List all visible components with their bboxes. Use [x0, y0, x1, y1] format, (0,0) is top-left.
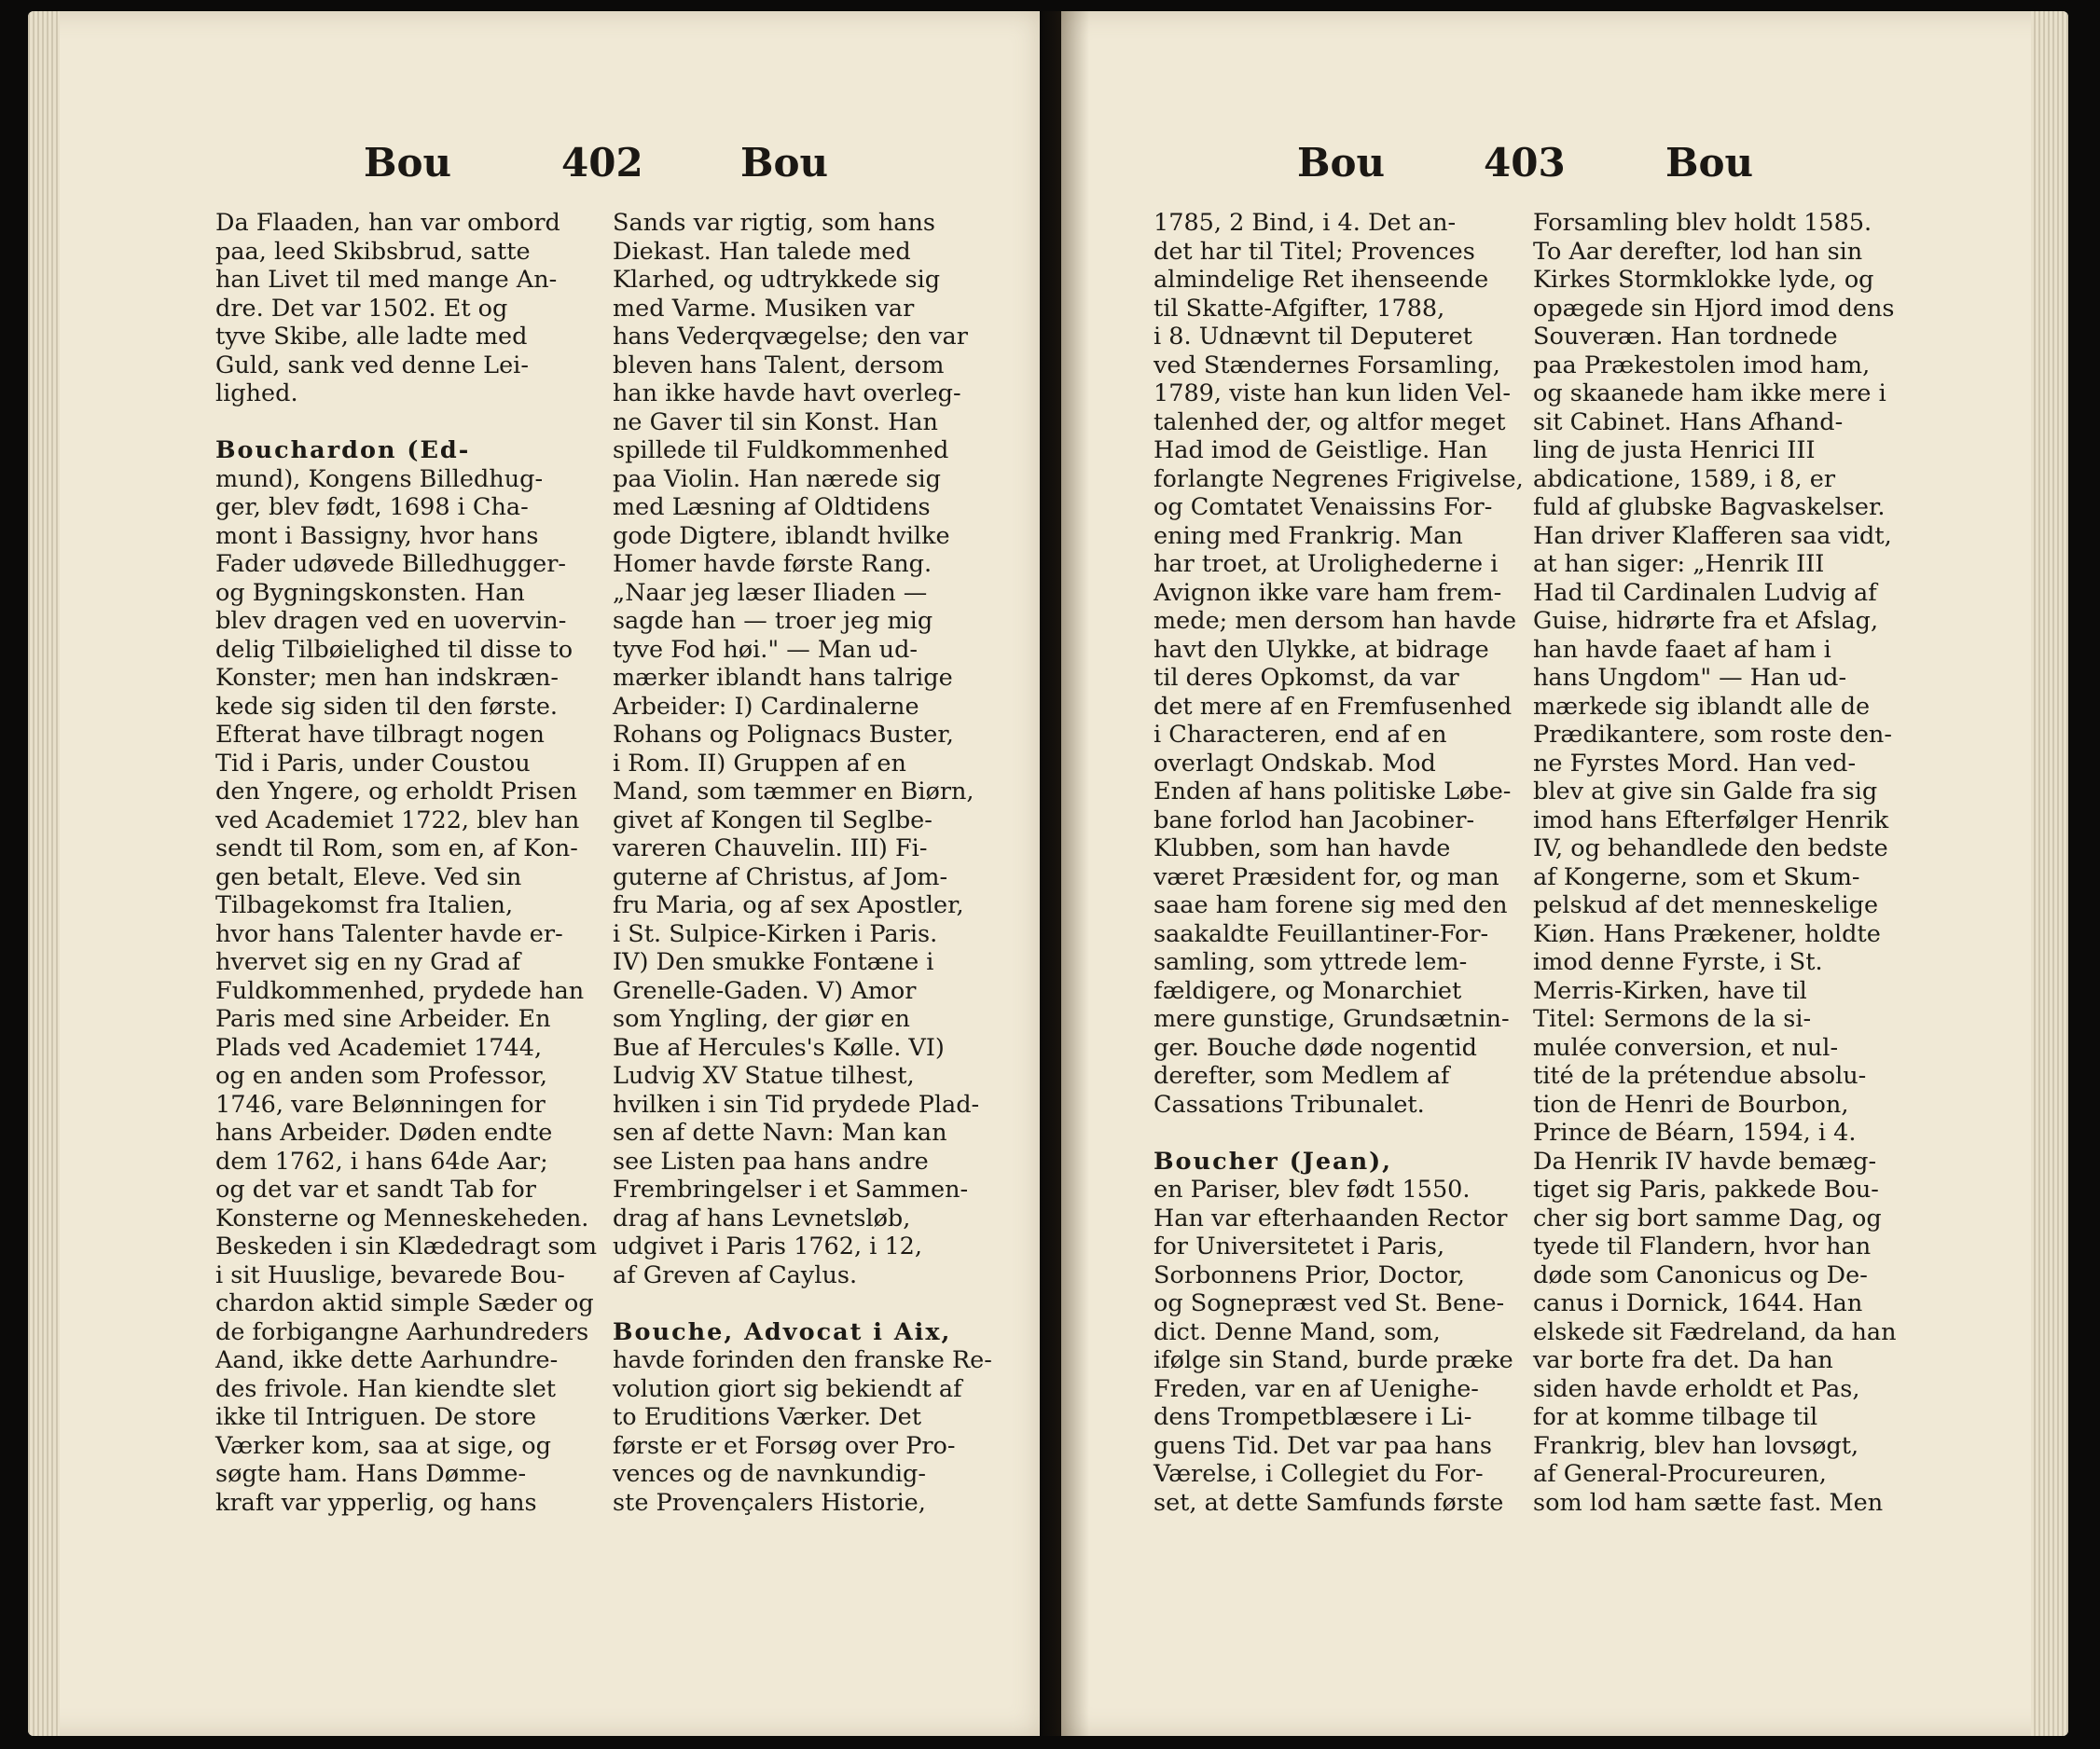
text-line: Fuldkommenhed, prydede han	[215, 976, 585, 1005]
left-page-number: 402	[561, 140, 643, 186]
text-line: hans Arbeider. Døden endte	[215, 1119, 553, 1147]
right-header-keyword-left: Bou	[1297, 140, 1386, 186]
text-line: han Livet til med mange An-	[215, 266, 558, 294]
text-line: imod denne Fyrste, i St.	[1533, 948, 1823, 976]
text-line: mærker iblandt hans talrige	[613, 664, 953, 692]
text-line: som lod ham sætte fast. Men	[1533, 1488, 1884, 1517]
text-line: Tid i Paris, under Coustou	[215, 749, 531, 778]
left-page-column-1	[215, 209, 598, 1517]
text-line: og en anden som Professor,	[215, 1062, 547, 1090]
text-line: mere gunstige, Grundsætnin-	[1154, 1005, 1510, 1033]
text-line: for at komme tilbage til	[1533, 1403, 1818, 1431]
text-line: Rohans og Polignacs Buster,	[613, 721, 954, 749]
text-line: mede; men dersom han havde	[1154, 607, 1517, 635]
text-line: de forbigangne Aarhundreders	[215, 1317, 589, 1346]
text-line: Diekast. Han talede med	[613, 237, 911, 266]
text-line: Han driver Klafferen saa vidt,	[1533, 521, 1892, 550]
text-line: ne Fyrstes Mord. Han ved-	[1533, 749, 1857, 778]
text-line: hans Vederqvægelse; den var	[613, 323, 968, 351]
text-line: døde som Canonicus og De-	[1533, 1260, 1868, 1289]
text-line: Freden, var en af Uenighe-	[1154, 1374, 1479, 1403]
text-line: IV) Den smukke Fontæne i	[613, 948, 934, 976]
text-line: ved Academiet 1722, blev han	[215, 806, 580, 834]
right-page-column-2	[1533, 209, 1923, 1517]
text-line: pelskud af det menneskelige	[1533, 891, 1879, 919]
text-line: var borte fra det. Da han	[1533, 1346, 1833, 1374]
text-line: Klubben, som han havde	[1154, 834, 1451, 862]
text-line: ening med Frankrig. Man	[1154, 521, 1463, 550]
text-line: Guise, hidrørte fra et Afslag,	[1533, 607, 1879, 635]
text-line: almindelige Ret ihenseende	[1154, 266, 1489, 294]
text-line: dict. Denne Mand, som,	[1154, 1317, 1441, 1346]
text-line: Bue af Hercules's Kølle. VI)	[613, 1033, 945, 1062]
text-line: saakaldte Feuillantiner-For-	[1154, 919, 1489, 948]
text-line: Prince de Béarn, 1594, i 4.	[1533, 1119, 1857, 1147]
text-line: bane forlod han Jacobiner-	[1154, 806, 1475, 834]
text-line: han ikke havde havt overleg-	[613, 379, 961, 407]
text-line: sit Cabinet. Hans Afhand-	[1533, 407, 1844, 436]
text-line: udgivet i Paris 1762, i 12,	[613, 1233, 923, 1260]
text-line: kraft var ypperlig, og hans	[215, 1488, 537, 1517]
text-line: som Yngling, der giør en	[613, 1005, 910, 1033]
text-line: ne Gaver til sin Konst. Han	[613, 407, 938, 436]
text-line: i Characteren, end af en	[1154, 721, 1447, 749]
text-line: Grenelle-Gaden. V) Amor	[613, 976, 917, 1005]
text-line: guens Tid. Det var paa hans	[1154, 1431, 1492, 1460]
text-line: tyve Fod høi." — Man ud-	[613, 635, 919, 664]
text-line: Paris med sine Arbeider. En	[215, 1005, 551, 1033]
text-line: med Varme. Musiken var	[613, 294, 915, 323]
text-line: Enden af hans politiske Løbe-	[1154, 778, 1512, 806]
text-line: To Aar derefter, lod han sin	[1533, 237, 1863, 266]
text-line: guterne af Christus, af Jom-	[613, 862, 948, 891]
text-line: Had til Cardinalen Ludvig af	[1533, 578, 1877, 607]
text-line: Efterat have tilbragt nogen	[215, 721, 545, 749]
left-header-keyword-left: Bou	[364, 140, 452, 186]
text-line: givet af Kongen til Seglbe-	[613, 806, 933, 834]
text-line: des frivole. Han kiendte slet	[215, 1374, 557, 1403]
text-line: opægede sin Hjord imod dens	[1533, 294, 1895, 323]
text-line: cher sig bort samme Dag, og	[1533, 1204, 1882, 1233]
text-line: Frankrig, blev han lovsøgt,	[1533, 1431, 1859, 1460]
text-line: og Bygningskonsten. Han	[215, 578, 525, 607]
text-line: sagde han — troer jeg mig	[613, 607, 933, 635]
text-line: og skaanede ham ikke mere i	[1533, 379, 1886, 407]
left-header-keyword-right: Bou	[740, 140, 829, 186]
text-line: imod hans Efterfølger Henrik	[1533, 806, 1889, 834]
text-line: Forsamling blev holdt 1585.	[1533, 209, 1872, 237]
text-line: overlagt Ondskab. Mod	[1154, 749, 1436, 778]
text-line: set, at dette Samfunds første	[1154, 1488, 1504, 1517]
text-line: Kirkes Stormklokke lyde, og	[1533, 266, 1874, 294]
text-line: Ludvig XV Statue tilhest,	[613, 1062, 915, 1090]
text-line: Værker kom, saa at sige, og	[215, 1431, 551, 1460]
text-line: og det var et sandt Tab for	[215, 1176, 536, 1204]
text-line: vareren Chauvelin. III) Fi-	[613, 834, 928, 862]
text-line: Fader udøvede Billedhugger-	[215, 550, 567, 578]
text-line: Værelse, i Collegiet du For-	[1154, 1460, 1484, 1488]
text-line: delig Tilbøielighed til disse to	[215, 635, 573, 664]
text-line: see Listen paa hans andre	[613, 1147, 929, 1176]
right-header-keyword-right: Bou	[1665, 140, 1754, 186]
text-line: i St. Sulpice-Kirken i Paris.	[613, 919, 938, 948]
text-line: Kiøn. Hans Prækener, holdte	[1533, 919, 1881, 948]
text-line: den Yngere, og erholdt Prisen	[215, 778, 577, 806]
text-line: vences og de navnkundig-	[613, 1460, 926, 1488]
text-line: Souveræn. Han tordnede	[1533, 323, 1838, 351]
text-line: kede sig siden til den første.	[215, 692, 559, 721]
text-line: paa Violin. Han nærede sig	[613, 464, 941, 493]
text-line: mærkede sig iblandt alle de	[1533, 692, 1871, 721]
text-line: Bouche, Advocat i Aix,	[613, 1317, 952, 1346]
text-line: mont i Bassigny, hvor hans	[215, 521, 539, 550]
text-line: lighed.	[215, 379, 298, 407]
text-line: Merris-Kirken, have til	[1533, 976, 1807, 1005]
text-line: hvor hans Talenter havde er-	[215, 919, 563, 948]
text-line: Had imod de Geistlige. Han	[1154, 436, 1488, 464]
text-line: har troet, at Urolighederne i	[1154, 550, 1499, 578]
text-line: forlangte Negrenes Frigivelse,	[1154, 464, 1524, 493]
text-line: fuld af glubske Bagvaskelser.	[1533, 493, 1886, 521]
text-line: chardon aktid simple Sæder og	[215, 1289, 594, 1317]
text-line: talenhed der, og altfor meget	[1154, 407, 1506, 436]
text-line: det har til Titel; Provences	[1154, 237, 1475, 266]
text-line: tité de la prétendue absolu-	[1533, 1062, 1867, 1090]
right-page-header	[1061, 140, 2068, 192]
text-line: Titel: Sermons de la si-	[1533, 1005, 1812, 1033]
text-line: Klarhed, og udtrykkede sig	[613, 266, 941, 294]
text-line: „Naar jeg læser Iliaden —	[613, 578, 928, 607]
text-line: 1785, 2 Bind, i 4. Det an-	[1154, 209, 1457, 237]
text-line: havt den Ulykke, at bidrage	[1154, 635, 1489, 664]
text-line: to Eruditions Værker. Det	[613, 1403, 921, 1431]
text-line: i sit Huuslige, bevarede Bou-	[215, 1260, 565, 1289]
text-line: 1789, viste han kun liden Vel-	[1154, 379, 1511, 407]
paragraph-gap	[613, 1289, 998, 1318]
text-line: Frembringelser i et Sammen-	[613, 1176, 969, 1204]
text-line: Arbeider: I) Cardinalerne	[613, 692, 919, 721]
text-line: Han var efterhaanden Rector	[1154, 1204, 1508, 1233]
text-line: drag af hans Levnetsløb,	[613, 1204, 911, 1233]
text-line: fru Maria, og af sex Apostler,	[613, 891, 964, 919]
text-line: derefter, som Medlem af	[1154, 1062, 1450, 1090]
text-line: ste Provençalers Historie,	[613, 1488, 926, 1517]
text-line: Bouchardon (Ed-	[215, 436, 471, 464]
text-line: gode Digtere, iblandt hvilke	[613, 521, 950, 550]
text-line: dre. Det var 1502. Et og	[215, 294, 508, 323]
text-line: bleven hans Talent, dersom	[613, 351, 945, 379]
left-page-column-2	[613, 209, 998, 1517]
right-page-number: 403	[1484, 140, 1566, 186]
text-line: saae ham forene sig med den	[1154, 891, 1508, 919]
text-line: Aand, ikke dette Aarhundre-	[215, 1346, 559, 1374]
right-page	[1061, 11, 2068, 1736]
text-line: han havde faaet af ham i	[1533, 635, 1831, 664]
text-line: af Kongerne, som et Skum-	[1533, 862, 1860, 891]
text-line: hans Ungdom" — Han ud-	[1533, 664, 1847, 692]
text-line: Guld, sank ved denne Lei-	[215, 351, 529, 379]
text-line: elskede sit Fædreland, da han	[1533, 1317, 1897, 1346]
text-line: tiget sig Paris, pakkede Bou-	[1533, 1176, 1879, 1204]
text-line: abdicatione, 1589, i 8, er	[1533, 464, 1836, 493]
text-line: samling, som yttrede lem-	[1154, 948, 1468, 976]
text-line: Boucher (Jean),	[1154, 1147, 1393, 1176]
text-line: af General-Procureuren,	[1533, 1460, 1827, 1488]
text-line: en Pariser, blev født 1550.	[1154, 1176, 1471, 1204]
text-line: Beskeden i sin Klædedragt som	[215, 1233, 598, 1260]
text-line: Mand, som tæmmer en Biørn,	[613, 778, 974, 806]
text-line: blev at give sin Galde fra sig	[1533, 778, 1878, 806]
text-line: canus i Dornick, 1644. Han	[1533, 1289, 1863, 1317]
text-line: Tilbagekomst fra Italien,	[215, 891, 514, 919]
text-line: gen betalt, Eleve. Ved sin	[215, 862, 522, 891]
text-line: ger. Bouche døde nogentid	[1154, 1033, 1477, 1062]
text-line: og Comtatet Venaissins For-	[1154, 493, 1493, 521]
text-line: Plads ved Academiet 1744,	[215, 1033, 543, 1062]
left-page-header	[28, 140, 1040, 192]
text-line: hvilken i sin Tid prydede Plad-	[613, 1090, 980, 1119]
text-line: blev dragen ved en uovervin-	[215, 607, 567, 635]
text-line: været Præsident for, og man	[1154, 862, 1499, 891]
text-line: Da Flaaden, han var ombord	[215, 209, 560, 237]
text-line: Avignon ikke vare ham frem-	[1154, 578, 1502, 607]
text-line: sendt til Rom, som en, af Kon-	[215, 834, 578, 862]
text-line: Konsterne og Menneskeheden.	[215, 1204, 589, 1233]
right-gutter-shadow	[1061, 11, 1089, 1736]
text-line: ger, blev født, 1698 i Cha-	[215, 493, 529, 521]
text-line: søgte ham. Hans Dømme-	[215, 1460, 527, 1488]
text-line: for Universitetet i Paris,	[1154, 1233, 1445, 1260]
text-line: tyede til Flandern, hvor han	[1533, 1233, 1872, 1260]
text-line: Konster; men han indskræn-	[215, 664, 560, 692]
text-line: og Sognepræst ved St. Bene-	[1154, 1289, 1505, 1317]
text-line: 1746, vare Belønningen for	[215, 1090, 546, 1119]
text-line: ifølge sin Stand, burde præke	[1154, 1346, 1513, 1374]
text-line: paa Prækestolen imod ham,	[1533, 351, 1871, 379]
left-page	[28, 11, 1040, 1736]
text-line: mund), Kongens Billedhug-	[215, 464, 544, 493]
text-line: Cassations Tribunalet.	[1154, 1090, 1425, 1119]
text-line: af Greven af Caylus.	[613, 1260, 858, 1289]
text-line: Sorbonnens Prior, Doctor,	[1154, 1260, 1465, 1289]
paragraph-gap	[1154, 1119, 1527, 1148]
text-line: dem 1762, i hans 64de Aar;	[215, 1147, 548, 1176]
text-line: IV, og behandlede den bedste	[1533, 834, 1888, 862]
text-line: med Læsning af Oldtidens	[613, 493, 931, 521]
text-line: første er et Forsøg over Pro-	[613, 1431, 956, 1460]
text-line: Da Henrik IV havde bemæg-	[1533, 1147, 1877, 1176]
text-line: siden havde erholdt et Pas,	[1533, 1374, 1860, 1403]
text-line: dens Trompetblæsere i Li-	[1154, 1403, 1472, 1431]
text-line: paa, leed Skibsbrud, satte	[215, 237, 531, 266]
text-line: Prædikantere, som roste den-	[1533, 721, 1892, 749]
text-line: tyve Skibe, alle ladte med	[215, 323, 528, 351]
text-line: mulée conversion, et nul-	[1533, 1033, 1839, 1062]
text-line: Sands var rigtig, som hans	[613, 209, 935, 237]
text-line: spillede til Fuldkommenhed	[613, 436, 949, 464]
paragraph-gap	[215, 408, 588, 437]
text-line: sen af dette Navn: Man kan	[613, 1119, 947, 1147]
text-line: tion de Henri de Bourbon,	[1533, 1090, 1849, 1119]
text-line: fældigere, og Monarchiet	[1154, 976, 1462, 1005]
text-line: ikke til Intriguen. De store	[215, 1403, 537, 1431]
text-line: i Rom. II) Gruppen af en	[613, 749, 906, 778]
text-line: det mere af en Fremfusenhed	[1154, 692, 1513, 721]
text-line: ved Stændernes Forsamling,	[1154, 351, 1500, 379]
text-line: til Skatte-Afgifter, 1788,	[1154, 294, 1445, 323]
right-page-column-1	[1154, 209, 1527, 1517]
text-line: hvervet sig en ny Grad af	[215, 948, 521, 976]
text-line: Homer havde første Rang.	[613, 550, 933, 578]
text-line: at han siger: „Henrik III	[1533, 550, 1825, 578]
text-line: havde forinden den franske Re-	[613, 1346, 992, 1374]
text-line: til deres Opkomst, da var	[1154, 664, 1459, 692]
text-line: ling de justa Henrici III	[1533, 436, 1816, 464]
text-line: i 8. Udnævnt til Deputeret	[1154, 323, 1472, 351]
text-line: volution giort sig bekiendt af	[613, 1374, 962, 1403]
